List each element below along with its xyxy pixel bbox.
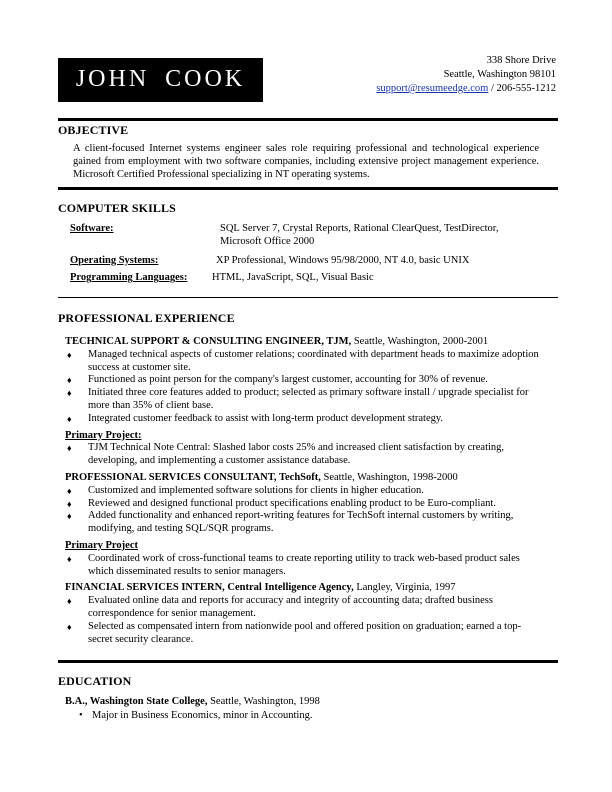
skill-value: SQL Server 7, Crystal Reports, Rational ClearQuest, TestDirector, Microsoft Office 2000 [220, 223, 499, 247]
list-item: ♦ Evaluated online data and reports for accuracy and integrity of accounting data; drafted business correspondence for senior management. [67, 595, 493, 619]
list-item: ♦ Initiated three core features added to product; selected as primary software install / upgrade specialist for more than 35% of client base. [67, 387, 529, 411]
diamond-bullet-icon: ♦ [67, 388, 72, 399]
list-item: ♦ TJM Technical Note Central: Slashed labor costs 25% and increased client satisfaction by creating, developing, and implementing a customer assistance database. [67, 442, 505, 467]
last-name: COOK [165, 66, 246, 93]
name-banner [58, 58, 263, 102]
primary-project-label: Primary Project: [65, 429, 142, 441]
diamond-bullet-icon: ♦ [67, 413, 72, 424]
diamond-bullet-icon: ♦ [67, 596, 72, 607]
primary-project-label: Primary Project [65, 539, 138, 551]
divider [58, 118, 558, 121]
diamond-bullet-icon: ♦ [67, 375, 72, 386]
diamond-bullet-icon: ♦ [67, 511, 72, 522]
project-bullets [67, 442, 545, 468]
email-link[interactable]: support@resumeedge.com [376, 83, 489, 94]
skill-label: Software: [70, 223, 114, 234]
education-block [65, 696, 545, 723]
skill-row [70, 272, 526, 285]
diamond-bullet-icon: ♦ [67, 349, 72, 360]
divider [58, 297, 558, 298]
divider [58, 187, 558, 190]
address-line: 338 Shore Drive [486, 55, 556, 66]
project-bullets [67, 553, 545, 579]
contact-block [376, 54, 556, 96]
objective-heading: OBJECTIVE [58, 123, 129, 137]
skill-label: Programming Languages: [70, 272, 188, 284]
first-name: JOHN [75, 66, 150, 93]
diamond-bullet-icon: ♦ [67, 485, 72, 496]
list-item: ♦ Functioned as point person for the company's largest customer, accounting for 30% of revenue. [67, 374, 488, 386]
city-line: Seattle, Washington 98101 [443, 69, 556, 80]
experience-heading: PROFESSIONAL EXPERIENCE [58, 311, 235, 325]
phone: / 206-555-1212 [488, 83, 556, 94]
job-bullets [67, 349, 545, 426]
list-item: • Major in Business Economics, minor in Accounting. [79, 709, 313, 721]
skills-table [70, 223, 526, 288]
divider [58, 660, 558, 663]
list-item: ♦ Reviewed and designed functional product specifications enabling product to be Euro-compliant. [67, 497, 496, 509]
diamond-bullet-icon: ♦ [67, 498, 72, 509]
skill-label: Operating Systems: [70, 254, 159, 266]
degree-line: B.A., Washington State College, Seattle, Washington, 1998 [65, 696, 320, 707]
job-bullets [67, 485, 545, 536]
list-item: ♦ Coordinated work of cross-functional teams to create reporting utility to track web-based product sales which disseminated results to senior managers. [67, 552, 520, 577]
list-item: ♦ Integrated customer feedback to assist with long-term product development strategy. [67, 412, 444, 424]
email-phone-line [376, 82, 556, 96]
job-title: PROFESSIONAL SERVICES CONSULTANT, TechSoft, Seattle, Washington, 1998-2000 [65, 471, 458, 483]
objective-text: A client-focused Internet systems engineer sales role requiring professional and technological experience gained from employment with two software companies, including extensive project management experience. Microsoft Certified Professional specializing in NT operating systems. [73, 143, 539, 180]
diamond-bullet-icon: ♦ [67, 553, 72, 564]
job-title: FINANCIAL SERVICES INTERN, Central Intelligence Agency, Langley, Virginia, 1997 [65, 582, 456, 594]
education-heading: EDUCATION [58, 674, 132, 688]
list-item: ♦ Customized and implemented software solutions for clients in higher education. [67, 484, 424, 496]
skill-row [70, 255, 526, 268]
job-title: TECHNICAL SUPPORT & CONSULTING ENGINEER, TJM, Seattle, Washington, 2000-2001 [65, 336, 489, 347]
skill-value: HTML, JavaScript, SQL, Visual Basic [212, 272, 374, 284]
experience-list [65, 334, 545, 646]
diamond-bullet-icon: ♦ [67, 621, 72, 632]
list-item: ♦ Added functionality and enhanced report-writing features for TechSoft internal customers by writing, modifying, and testing SQL/SQR programs. [67, 510, 514, 535]
list-item: ♦ Selected as compensated intern from nationwide pool and offered position on graduation; earned a top-secret security clearance. [67, 620, 522, 645]
diamond-bullet-icon: ♦ [67, 443, 72, 454]
skill-row [70, 223, 526, 249]
skill-value: XP Professional, Windows 95/98/2000, NT 4.0, basic UNIX [216, 254, 470, 266]
dot-bullet-icon: • [79, 709, 83, 721]
job-bullets [67, 595, 545, 646]
skills-heading: COMPUTER SKILLS [58, 201, 176, 215]
list-item: ♦ Managed technical aspects of customer relations; coordinated with department heads to maximize adoption success at customer site. [67, 348, 539, 373]
